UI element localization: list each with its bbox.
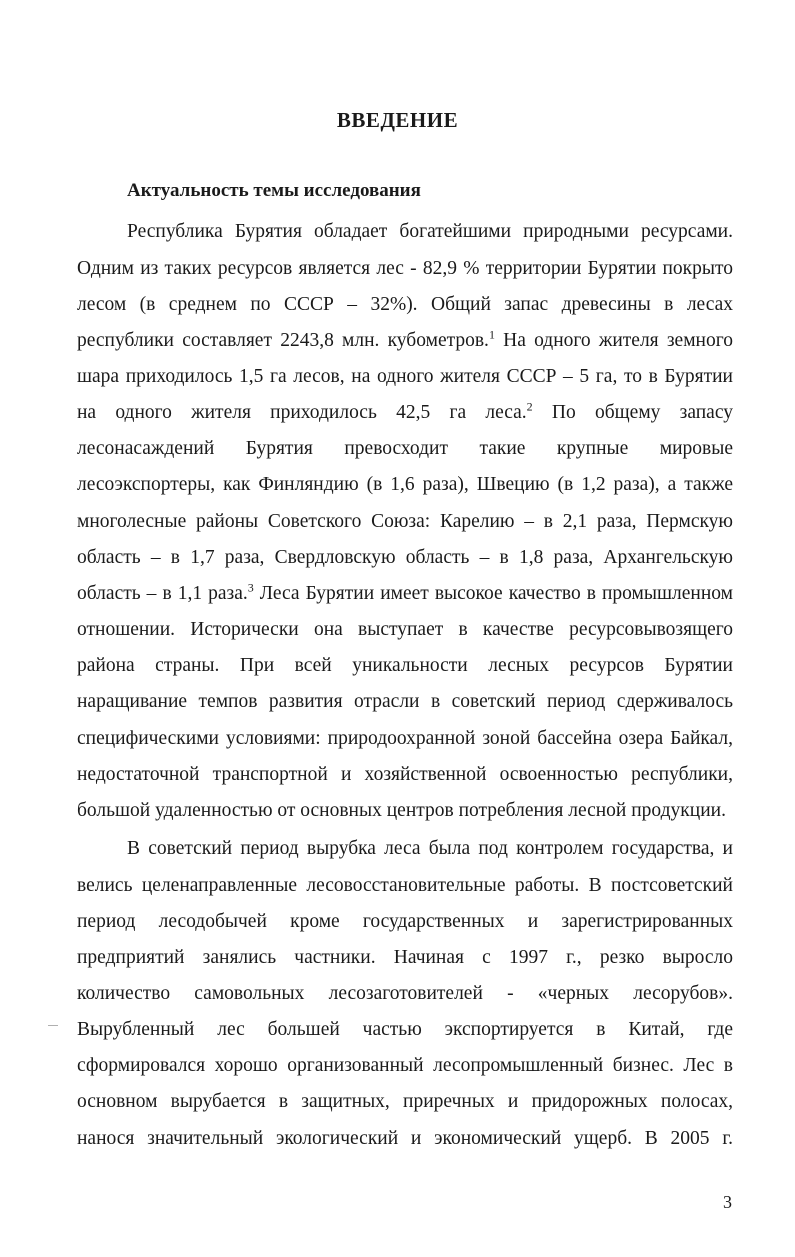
margin-mark — [48, 1025, 58, 1026]
footnote-mark: 2 — [526, 399, 533, 414]
text-line: период лесодобычей кроме государственных и зарегистрированных — [77, 911, 733, 932]
text-line: многолесные районы Советского Союза: Карелию – в 2,1 раза, Пермскую — [77, 511, 733, 532]
text-line: лесонасаждений Бурятия превосходит такие крупные мировые — [77, 438, 733, 459]
text-line: недостаточной транспортной и хозяйственной освоенностью республики, — [77, 764, 733, 785]
line-text: на одного жителя приходилось 42,5 га леса. — [77, 402, 527, 423]
text-line: сформировался хорошо организованный лесопромышленный бизнес. Лес в — [77, 1055, 733, 1076]
text-line: шара приходилось 1,5 га лесов, на одного жителя СССР – 5 га, то в Бурятии — [77, 366, 733, 387]
footnote-mark: 1 — [488, 327, 495, 342]
text-line: специфическими условиями: природоохранной зоной бассейна озера Байкал, — [77, 728, 733, 749]
page-number: 3 — [723, 1192, 732, 1212]
text-line: нанося значительный экологический и экономический ущерб. В 2005 г. — [77, 1128, 733, 1149]
line-text: На одного жителя земного — [494, 330, 733, 351]
line-text: По общему запасу — [532, 402, 733, 423]
text-line: наращивание темпов развития отрасли в советский период сдерживалось — [77, 691, 733, 712]
text-line: большой удаленностью от основных центров потребления лесной продукции. — [77, 800, 726, 821]
text-line: область – в 1,7 раза, Свердловскую область – в 1,8 раза, Архангельскую — [77, 547, 733, 568]
section-title: Актуальность темы исследования — [127, 180, 421, 201]
text-line-with-footnote — [77, 328, 733, 354]
line-text: республики составляет 2243,8 млн. кубометров. — [77, 330, 489, 351]
text-line: основном вырубается в защитных, приречных и придорожных полосах, — [77, 1091, 733, 1112]
text-line: Республика Бурятия обладает богатейшими природными ресурсами. — [127, 221, 733, 242]
text-line-with-footnote — [77, 400, 733, 426]
footnote-mark: 3 — [247, 580, 254, 595]
text-line: велись целенаправленные лесовосстановительные работы. В постсоветский — [77, 875, 733, 896]
text-line: В советский период вырубка леса была под контролем государства, и — [127, 838, 733, 859]
line-text: область – в 1,1 раза. — [77, 583, 248, 604]
text-line: отношении. Исторически она выступает в качестве ресурсовывозящего — [77, 619, 733, 640]
text-line: количество самовольных лесозаготовителей - «черных лесорубов». — [77, 983, 733, 1004]
text-line-with-footnote — [77, 581, 733, 607]
page-heading: ВВЕДЕНИЕ — [336, 108, 459, 132]
text-line: района страны. При всей уникальности лесных ресурсов Бурятии — [77, 655, 733, 676]
text-line: лесоэкспортеры, как Финляндию (в 1,6 раза), Швецию (в 1,2 раза), а также — [77, 474, 733, 495]
text-line: лесом (в среднем по СССР – 32%). Общий запас древесины в лесах — [77, 294, 733, 315]
text-line: Вырубленный лес большей частью экспортируется в Китай, где — [77, 1019, 733, 1040]
text-line: Одним из таких ресурсов является лес - 82,9 % территории Бурятии покрыто — [77, 258, 733, 279]
text-line: предприятий занялись частники. Начиная с 1997 г., резко выросло — [77, 947, 733, 968]
line-text: Леса Бурятии имеет высокое качество в промышленном — [253, 583, 733, 604]
